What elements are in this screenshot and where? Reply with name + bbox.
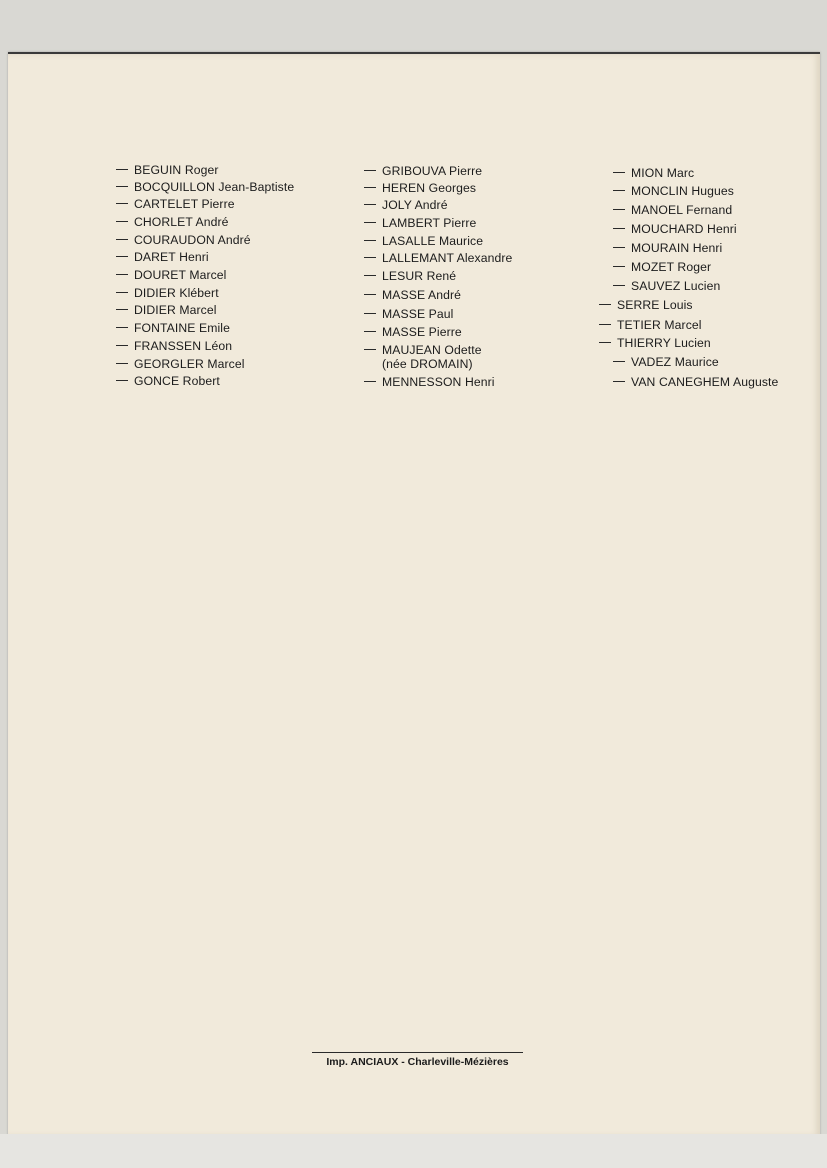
list-item: JOLY André — [364, 198, 448, 212]
list-item: LESUR René — [364, 269, 456, 283]
dash-mark — [364, 222, 376, 223]
list-item: MONCLIN Hugues — [613, 184, 734, 198]
dash-mark — [116, 327, 128, 328]
dash-mark — [116, 363, 128, 364]
list-item: SERRE Louis — [599, 298, 693, 312]
list-item: THIERRY Lucien — [599, 336, 711, 350]
dash-mark — [599, 342, 611, 343]
list-item: MION Marc — [613, 166, 694, 180]
dash-mark — [364, 240, 376, 241]
list-item: MASSE Pierre — [364, 325, 462, 339]
list-item: GONCE Robert — [116, 374, 220, 388]
dash-mark — [116, 309, 128, 310]
list-item: MENNESSON Henri — [364, 375, 495, 389]
scan-background — [0, 1134, 827, 1168]
list-item: MANOEL Fernand — [613, 203, 732, 217]
dash-mark — [116, 345, 128, 346]
dash-mark — [364, 381, 376, 382]
dash-mark — [116, 292, 128, 293]
list-item: COURAUDON André — [116, 233, 251, 247]
list-item: MOUCHARD Henri — [613, 222, 737, 236]
list-item: DOURET Marcel — [116, 268, 227, 282]
dash-mark — [116, 203, 128, 204]
dash-mark — [364, 170, 376, 171]
list-item: VAN CANEGHEM Auguste — [613, 375, 778, 389]
dash-mark — [116, 274, 128, 275]
dash-mark — [116, 380, 128, 381]
dash-mark — [613, 190, 625, 191]
dash-mark — [613, 285, 625, 286]
dash-mark — [364, 294, 376, 295]
dash-mark — [364, 331, 376, 332]
list-item: TETIER Marcel — [599, 318, 702, 332]
list-item: FRANSSEN Léon — [116, 339, 232, 353]
list-item: BEGUIN Roger — [116, 163, 219, 177]
list-item: BOCQUILLON Jean-Baptiste — [116, 180, 294, 194]
dash-mark — [364, 349, 376, 350]
list-item: MAUJEAN Odette — [364, 343, 482, 357]
dash-mark — [116, 221, 128, 222]
list-item: DARET Henri — [116, 250, 209, 264]
list-item: LAMBERT Pierre — [364, 216, 476, 230]
dash-mark — [613, 228, 625, 229]
imprint-rule — [312, 1052, 523, 1053]
dash-mark — [613, 209, 625, 210]
list-item: HEREN Georges — [364, 181, 476, 195]
dash-mark — [364, 313, 376, 314]
dash-mark — [599, 304, 611, 305]
list-item: SAUVEZ Lucien — [613, 279, 720, 293]
list-item: FONTAINE Emile — [116, 321, 230, 335]
dash-mark — [116, 169, 128, 170]
dash-mark — [613, 381, 625, 382]
list-item: MASSE Paul — [364, 307, 453, 321]
dash-mark — [364, 257, 376, 258]
list-item: DIDIER Marcel — [116, 303, 217, 317]
dash-mark — [613, 247, 625, 248]
dash-mark — [116, 186, 128, 187]
list-item: DIDIER Klébert — [116, 286, 219, 300]
dash-mark — [364, 275, 376, 276]
dash-mark — [613, 361, 625, 362]
dash-mark — [364, 187, 376, 188]
dash-mark — [613, 172, 625, 173]
printer-imprint: Imp. ANCIAUX - Charleville-Mézières — [326, 1056, 509, 1068]
dash-mark — [613, 266, 625, 267]
dash-mark — [116, 239, 128, 240]
list-item: CHORLET André — [116, 215, 229, 229]
list-item: GRIBOUVA Pierre — [364, 164, 482, 178]
dash-mark — [364, 204, 376, 205]
list-item: GEORGLER Marcel — [116, 357, 245, 371]
dash-mark — [599, 324, 611, 325]
list-item: MOURAIN Henri — [613, 241, 722, 255]
list-item: MASSE André — [364, 288, 461, 302]
dash-mark — [116, 256, 128, 257]
list-item: LASALLE Maurice — [364, 234, 483, 248]
list-item: VADEZ Maurice — [613, 355, 719, 369]
list-item: LALLEMANT Alexandre — [364, 251, 512, 265]
list-item: MOZET Roger — [613, 260, 711, 274]
list-item: CARTELET Pierre — [116, 197, 235, 211]
list-item-continuation: (née DROMAIN) — [382, 357, 473, 371]
